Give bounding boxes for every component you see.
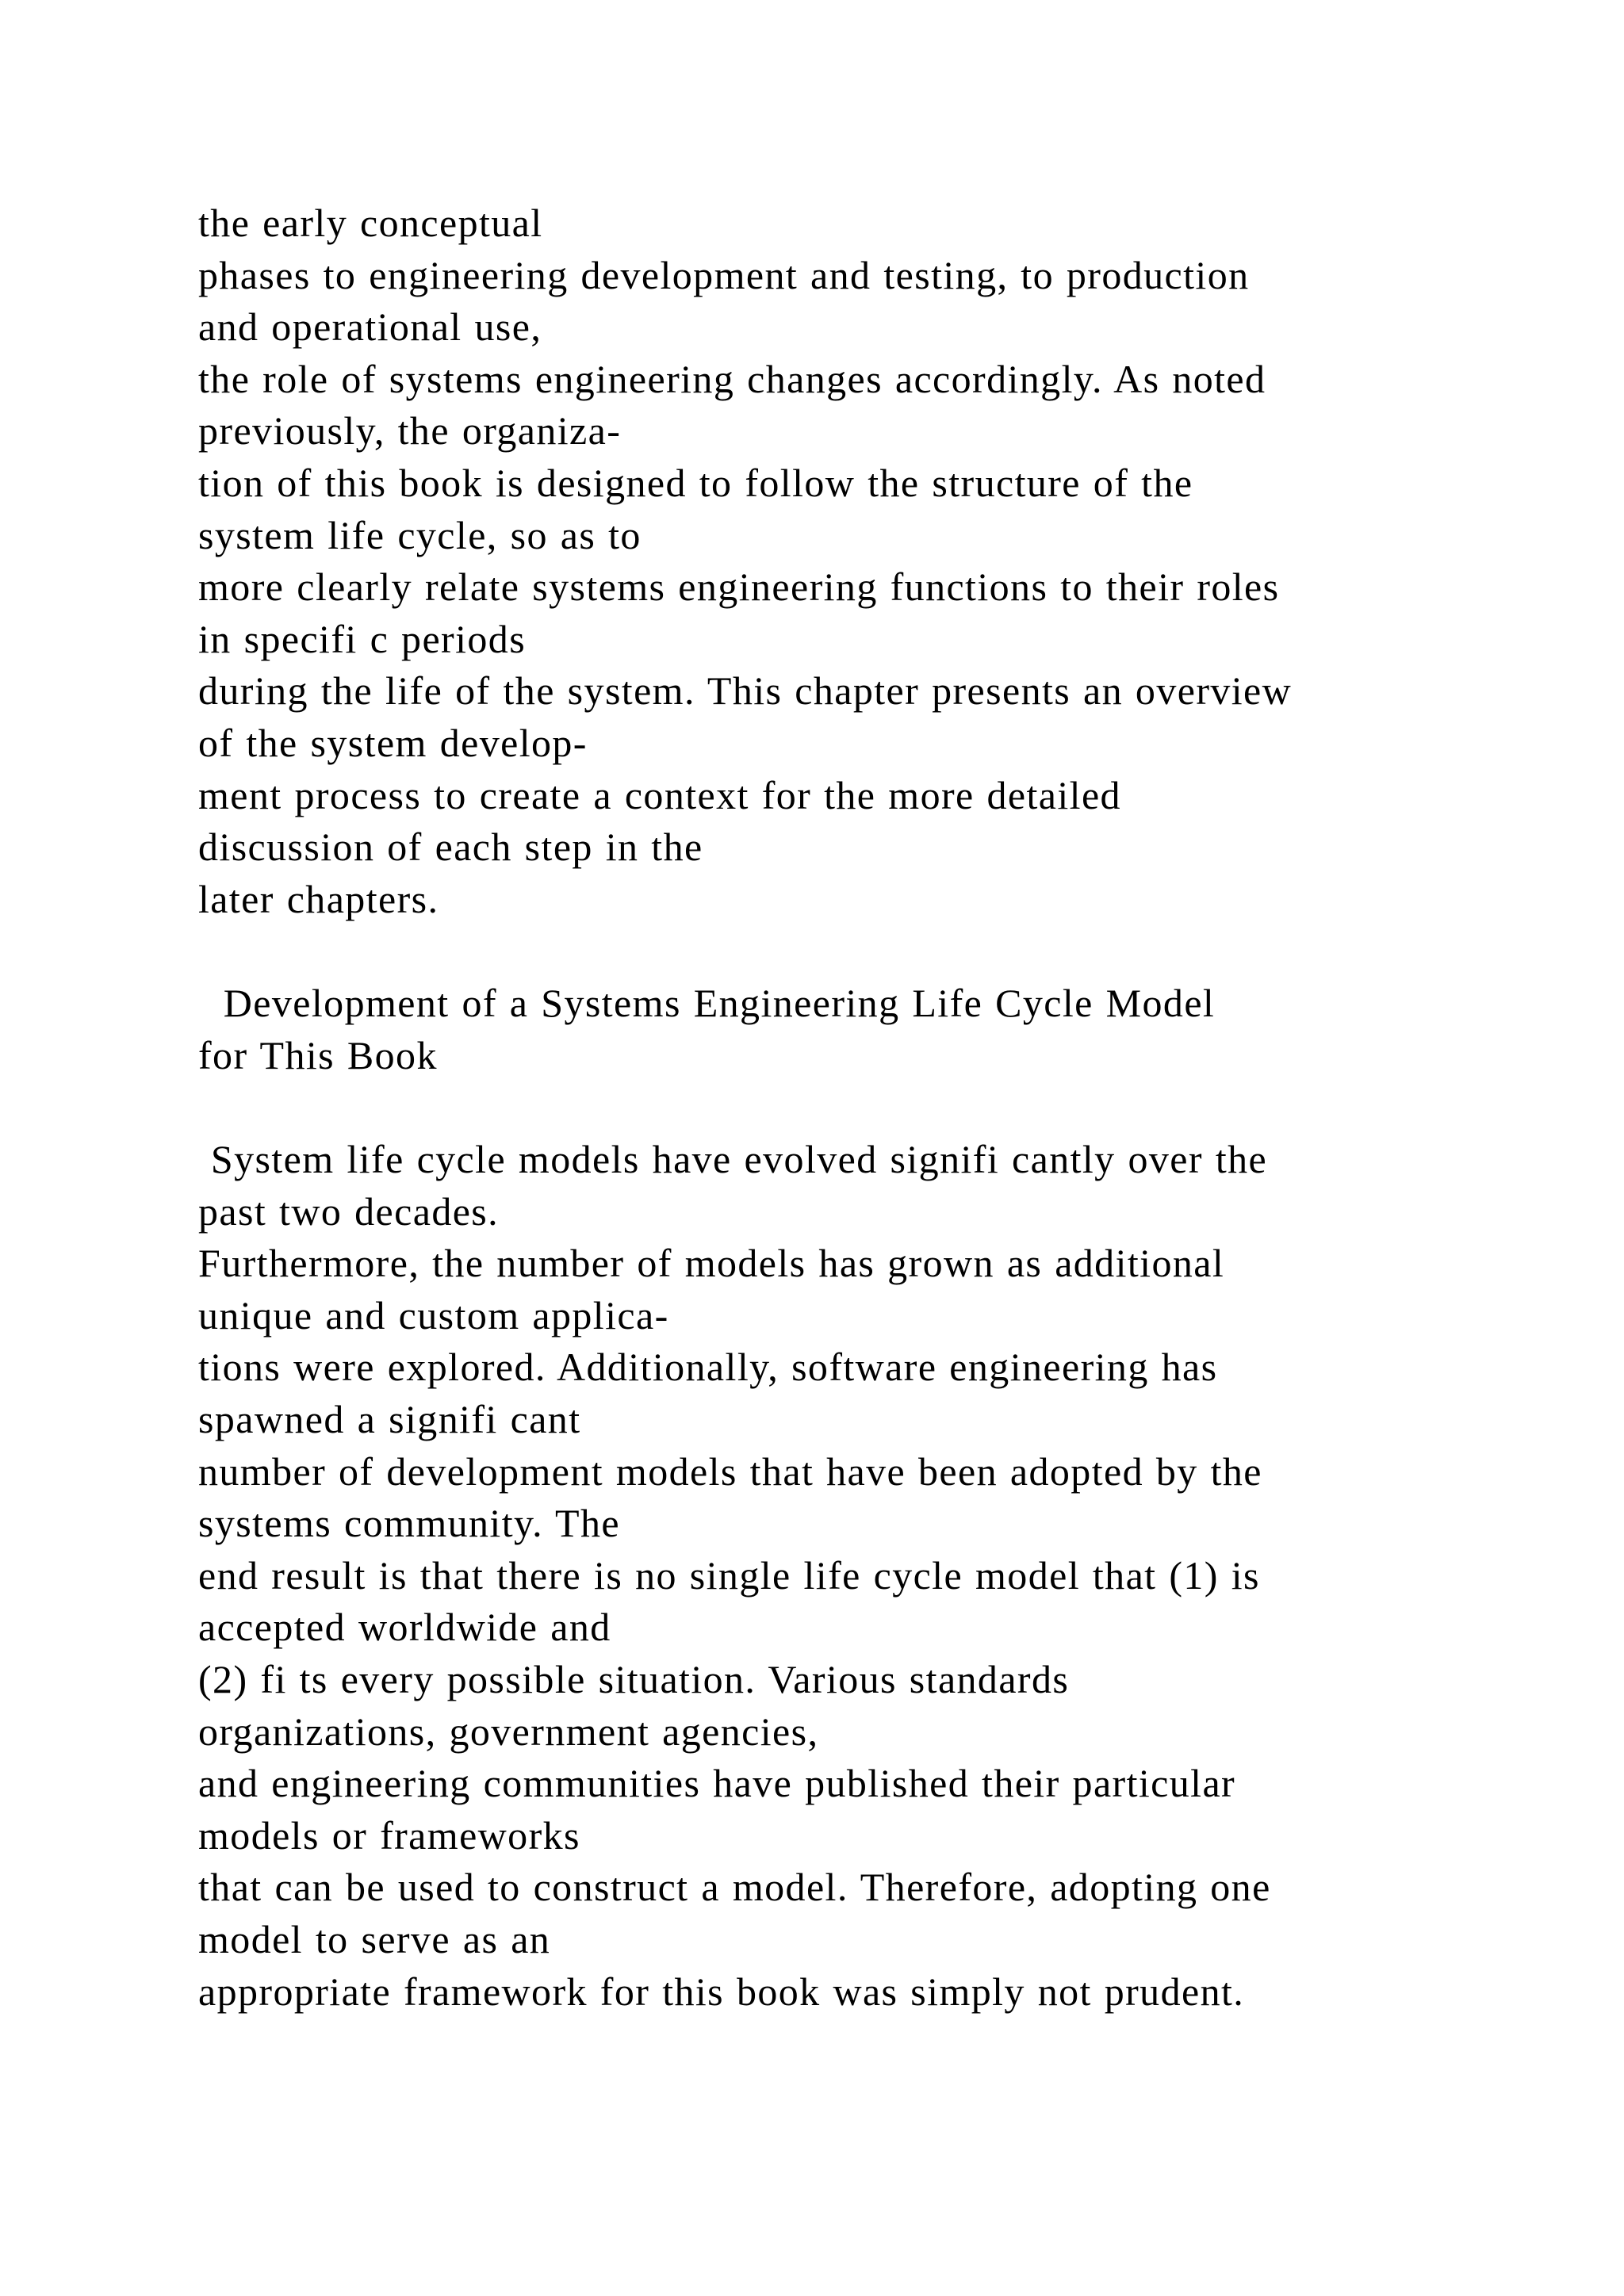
text-line: phases to engineering development and testing, to production (198, 252, 1250, 297)
text-line: more clearly relate systems engineering functions to their roles (198, 564, 1280, 610)
text-line: that can be used to construct a model. Therefore, adopting one (198, 1865, 1271, 1910)
text-line: models or frameworks (198, 1812, 580, 1858)
text-line: unique and custom applica- (198, 1292, 669, 1337)
text-line: previously, the organiza- (198, 408, 622, 453)
text-line: of the system develop- (198, 720, 588, 765)
text-line: model to serve as an (198, 1916, 551, 1961)
body-paragraph (198, 1134, 1546, 2018)
text-line: systems community. The (198, 1501, 620, 1546)
intro-paragraph (198, 197, 1546, 925)
text-line: later chapters. (198, 876, 439, 921)
text-line: tions were explored. Additionally, software engineering has (198, 1345, 1218, 1390)
text-line: past two decades. (198, 1188, 500, 1234)
text-line: accepted worldwide and (198, 1605, 611, 1650)
text-line: during the life of the system. This chapter presents an overview (198, 668, 1293, 714)
text-line: discussion of each step in the (198, 825, 703, 870)
text-line: end result is that there is no single life cycle model that (1) is (198, 1552, 1260, 1598)
text-line: tion of this book is designed to follow the structure of the (198, 460, 1193, 505)
text-line: system life cycle, so as to (198, 512, 642, 557)
text-line: organizations, government agencies, (198, 1709, 819, 1754)
text-line: ment process to create a context for the more detailed (198, 772, 1121, 817)
section-heading (198, 978, 1546, 1081)
text-line: System life cycle models have evolved signifi cantly over the (198, 1137, 1268, 1181)
text-line: appropriate framework for this book was simply not prudent. (198, 1969, 1245, 2014)
text-line: in specifi c periods (198, 616, 527, 661)
heading-line: for This Book (198, 1032, 438, 1077)
text-line: the role of systems engineering changes accordingly. As noted (198, 356, 1266, 401)
text-line: Furthermore, the number of models has grown as additional (198, 1241, 1225, 1286)
text-line: and operational use, (198, 304, 542, 350)
text-line: (2) fi ts every possible situation. Various standards (198, 1656, 1070, 1701)
text-line: spawned a signifi cant (198, 1396, 581, 1441)
text-line: number of development models that have been adopted by the (198, 1448, 1262, 1494)
text-line: the early conceptual (198, 201, 543, 245)
heading-line: Development of a Systems Engineering Life Cycle Model (198, 981, 1216, 1025)
text-line: and engineering communities have published their particular (198, 1761, 1236, 1806)
